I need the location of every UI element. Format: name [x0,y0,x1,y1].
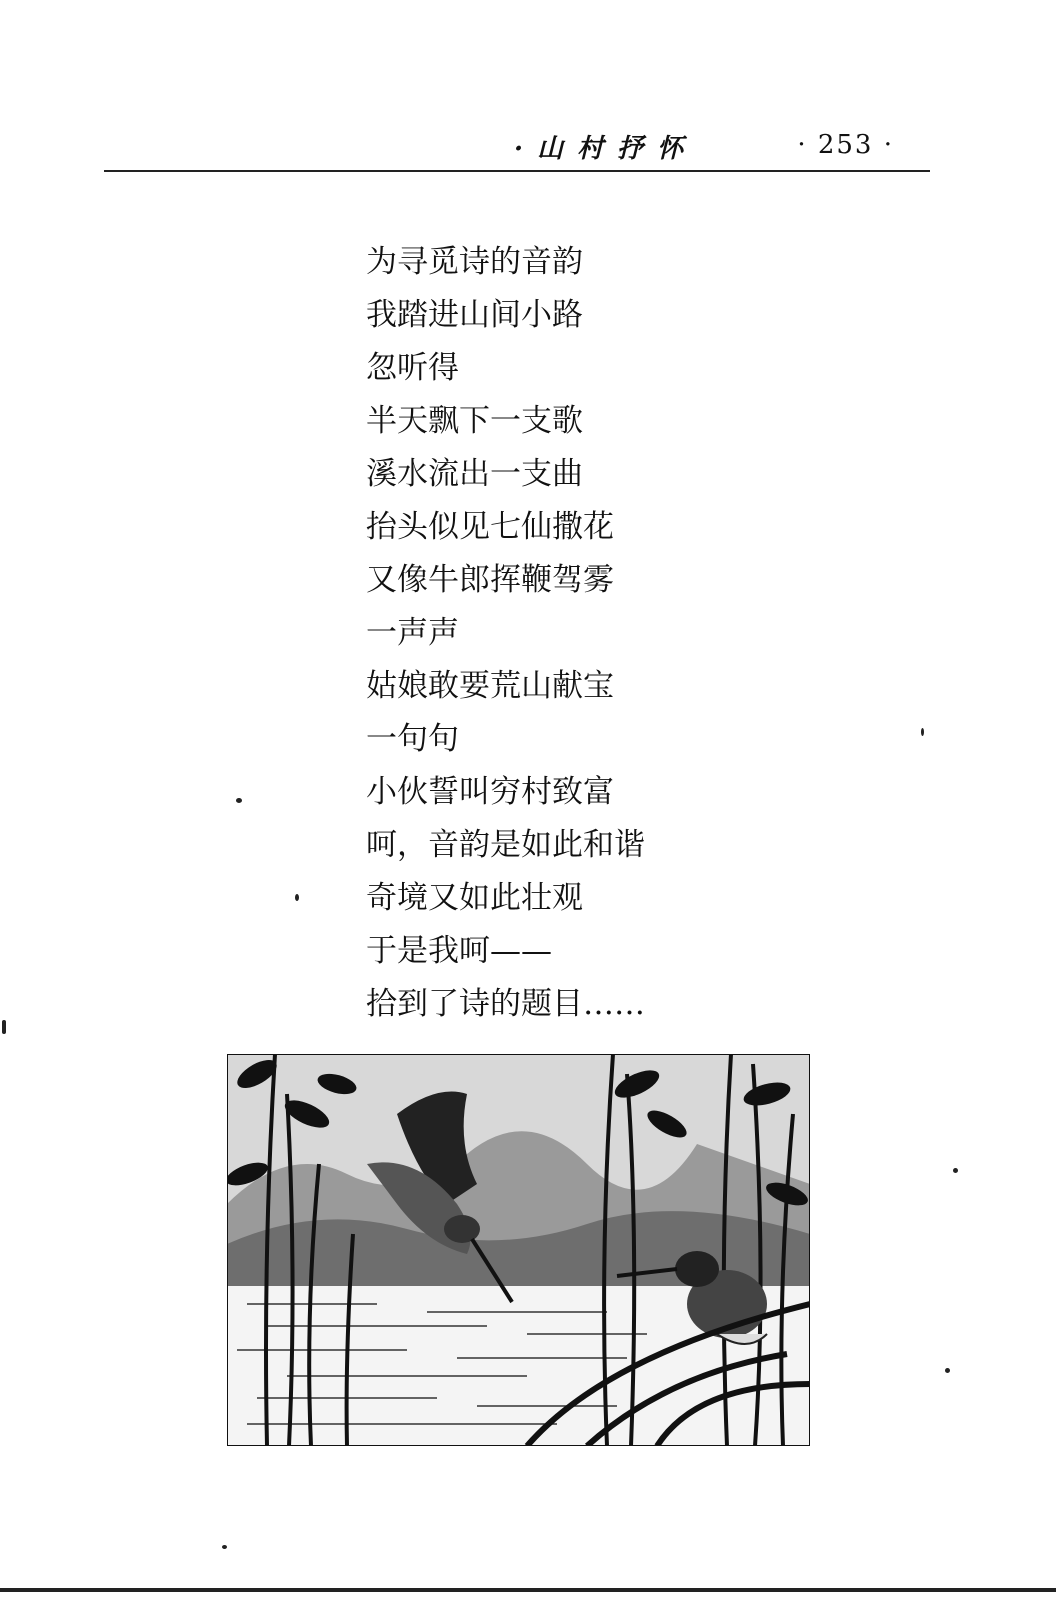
poem-line: 呵，音韵是如此和谐 [366,827,645,863]
scan-speck [945,1368,950,1373]
scan-speck [295,894,299,901]
poem-line: 一句句 [366,721,459,757]
poem-line: 忽听得 [366,350,459,386]
page-header [104,128,930,172]
poem-line: 姑娘敢要荒山献宝 [366,668,614,704]
poem-line: 拾到了诗的题目…… [366,986,645,1022]
poem-line: 溪水流出一支曲 [366,456,583,492]
poem-line: 又像牛郎挥鞭驾雾 [366,562,614,598]
scan-edge-bar [0,1588,1056,1592]
poem-line: 于是我呵—— [366,933,552,969]
poem-line: 一声声 [366,615,459,651]
kingfisher-illustration [227,1054,810,1446]
scan-speck [921,728,924,736]
page-number: · 253 · [797,130,894,160]
scan-speck [2,1020,6,1034]
running-title: ·山村抒怀 [514,134,698,164]
poem-line: 为寻觅诗的音韵 [366,244,583,280]
poem-line: 半天飘下一支歌 [366,403,583,439]
poem [366,236,645,1031]
poem-line: 我踏进山间小路 [366,297,583,333]
scan-speck [953,1168,958,1173]
header-rule [104,170,930,172]
scan-speck [236,798,242,803]
scan-speck [222,1545,227,1549]
poem-line: 小伙誓叫穷村致富 [366,774,614,810]
poem-line: 奇境又如此壮观 [366,880,583,916]
poem-line: 抬头似见七仙撒花 [366,509,614,545]
